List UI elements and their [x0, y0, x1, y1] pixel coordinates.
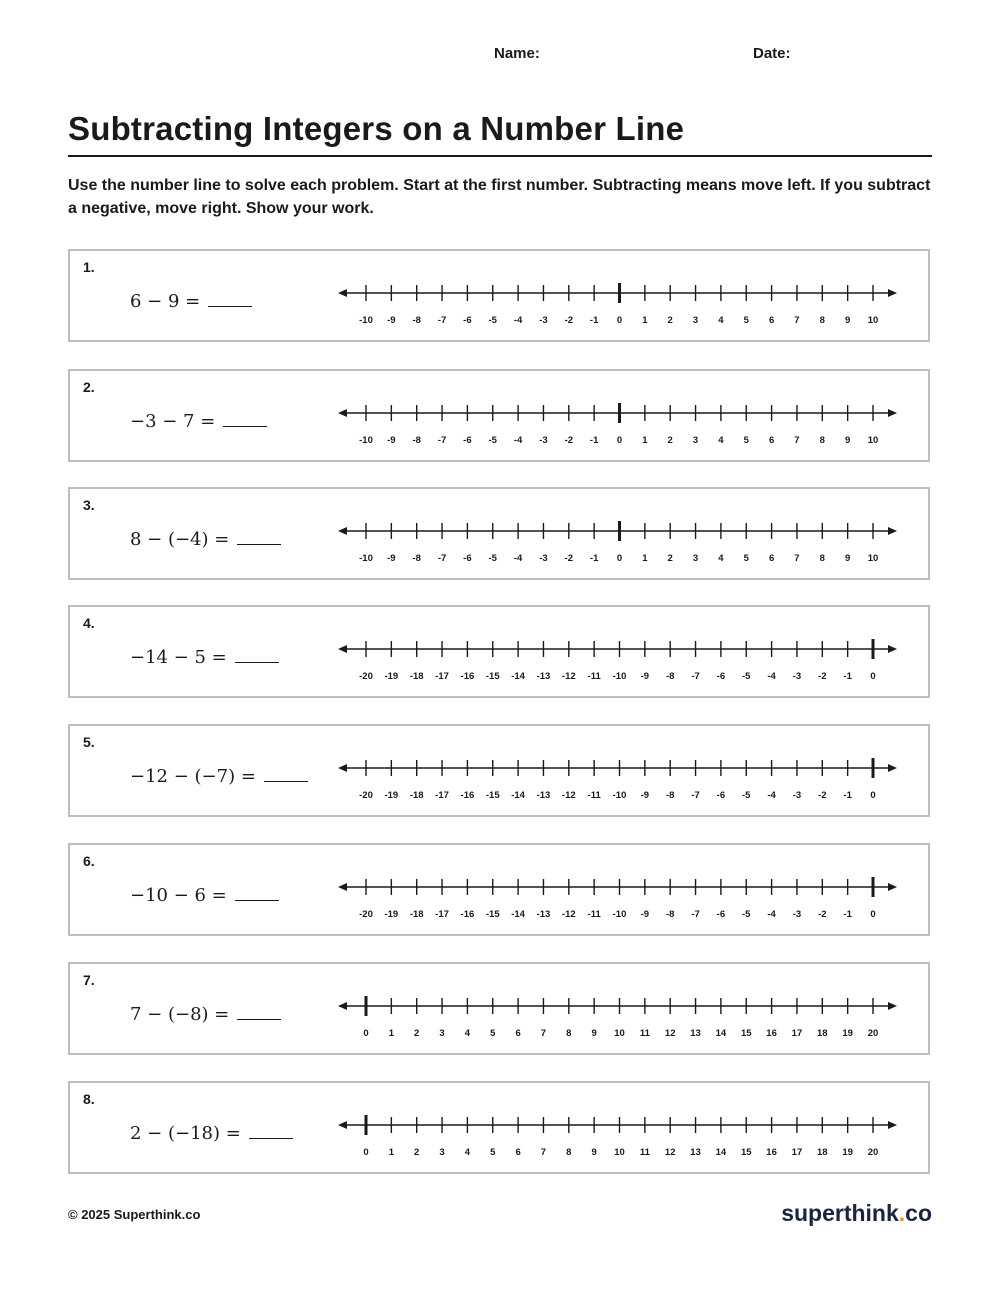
- tick-label: 8: [566, 1028, 572, 1039]
- tick-label: 19: [842, 1028, 853, 1039]
- tick-label: -7: [437, 435, 447, 446]
- tick-label: 17: [791, 1147, 803, 1158]
- left-arrow-icon: [338, 289, 347, 297]
- tick-label: -13: [536, 671, 551, 682]
- tick-label: -15: [485, 671, 500, 682]
- tick-label: 6: [768, 553, 775, 564]
- number-line: [336, 989, 902, 1047]
- problem-equation: [130, 1004, 281, 1025]
- tick-label: 4: [464, 1028, 471, 1039]
- answer-blank[interactable]: [237, 530, 281, 545]
- tick-label: 8: [819, 435, 825, 446]
- tick-label: -9: [387, 435, 396, 446]
- tick-label: 20: [867, 1147, 879, 1158]
- tick-label: 0: [870, 790, 876, 801]
- tick-label: -3: [539, 315, 548, 326]
- tick-label: -13: [536, 790, 551, 801]
- tick-label: 16: [766, 1147, 777, 1158]
- tick-label: -3: [792, 671, 802, 682]
- tick-label: -1: [589, 435, 599, 446]
- tick-label: -1: [843, 790, 852, 801]
- tick-label: -11: [587, 671, 601, 682]
- tick-label: 0: [616, 553, 623, 564]
- tick-label: 14: [715, 1028, 727, 1039]
- tick-label: 18: [817, 1147, 828, 1158]
- logo-tld: co: [905, 1200, 932, 1226]
- tick-label: -19: [384, 671, 399, 682]
- tick-label: -7: [691, 790, 700, 801]
- tick-label: -9: [640, 790, 650, 801]
- number-line: [336, 276, 902, 334]
- tick-label: 19: [842, 1147, 853, 1158]
- logo-dot: .: [898, 1200, 906, 1226]
- number-line: [336, 751, 902, 809]
- right-arrow-icon: [888, 645, 897, 653]
- tick-label: -10: [359, 553, 373, 564]
- left-arrow-icon: [338, 645, 347, 653]
- tick-label: 13: [690, 1147, 701, 1158]
- tick-label: -2: [564, 315, 574, 326]
- problem-card: [68, 724, 930, 817]
- tick-label: 2: [667, 435, 673, 446]
- tick-label: 10: [614, 1147, 625, 1158]
- tick-label: -18: [409, 671, 424, 682]
- tick-label: 0: [363, 1147, 369, 1158]
- problem-equation: [130, 647, 279, 668]
- tick-label: 3: [692, 553, 699, 564]
- problem-equation: [130, 411, 267, 432]
- problem-expression: 8 − (−4) =: [130, 529, 230, 550]
- problem-equation: [130, 529, 281, 550]
- tick-label: -3: [792, 909, 802, 920]
- tick-label: -8: [665, 671, 675, 682]
- tick-label: 2: [414, 1147, 420, 1158]
- tick-label: -4: [513, 435, 523, 446]
- problem-equation: [130, 291, 252, 312]
- tick-label: -10: [612, 790, 627, 801]
- answer-blank[interactable]: [249, 1124, 293, 1139]
- problem-expression: −12 − (−7) =: [130, 766, 256, 787]
- right-arrow-icon: [888, 883, 897, 891]
- tick-label: 8: [566, 1147, 572, 1158]
- tick-label: -17: [435, 671, 449, 682]
- problem-equation: [130, 1123, 293, 1144]
- tick-label: -19: [384, 790, 399, 801]
- problem-card: [68, 605, 930, 698]
- instructions: Use the number line to solve each problem. Start at the first number. Subtracting means move left. If you subtract a negative, move right. Show your work.: [68, 177, 931, 217]
- tick-label: 11: [639, 1147, 650, 1158]
- tick-label: 0: [616, 315, 623, 326]
- tick-label: -6: [716, 790, 726, 801]
- tick-label: 4: [464, 1147, 471, 1158]
- page-title: Subtracting Integers on a Number Line: [68, 110, 685, 147]
- tick-label: -13: [536, 909, 551, 920]
- tick-label: -20: [359, 671, 373, 682]
- tick-label: 14: [715, 1147, 727, 1158]
- tick-label: 5: [743, 553, 749, 564]
- tick-label: -8: [412, 315, 421, 326]
- problem-card: [68, 843, 930, 936]
- right-arrow-icon: [888, 289, 897, 297]
- tick-label: -1: [843, 909, 852, 920]
- tick-label: 3: [692, 435, 699, 446]
- tick-label: -4: [767, 671, 776, 682]
- left-arrow-icon: [338, 527, 347, 535]
- copyright-text: © 2025 Superthink.co: [68, 1207, 201, 1222]
- answer-blank[interactable]: [237, 1005, 281, 1020]
- tick-label: -12: [561, 909, 576, 920]
- right-arrow-icon: [888, 1121, 897, 1129]
- tick-label: 6: [515, 1028, 521, 1039]
- tick-label: 5: [743, 315, 749, 326]
- tick-label: -8: [412, 435, 421, 446]
- tick-label: -3: [539, 435, 548, 446]
- answer-blank[interactable]: [223, 412, 267, 427]
- tick-label: 9: [845, 315, 851, 326]
- answer-blank[interactable]: [208, 292, 252, 307]
- right-arrow-icon: [888, 764, 897, 772]
- tick-label: -16: [460, 790, 475, 801]
- tick-label: -4: [767, 790, 776, 801]
- tick-label: 6: [768, 315, 775, 326]
- tick-label: -2: [564, 553, 574, 564]
- tick-label: -2: [818, 909, 827, 920]
- title-divider: [68, 155, 932, 157]
- tick-label: 0: [616, 435, 623, 446]
- left-arrow-icon: [338, 883, 347, 891]
- tick-label: 18: [817, 1028, 828, 1039]
- answer-blank[interactable]: [235, 886, 279, 901]
- problem-number: 3.: [83, 497, 95, 513]
- right-arrow-icon: [888, 527, 897, 535]
- tick-label: -8: [412, 553, 421, 564]
- tick-label: -10: [612, 671, 627, 682]
- tick-label: -4: [513, 315, 523, 326]
- number-line: [336, 514, 902, 572]
- tick-label: 1: [388, 1028, 394, 1039]
- number-line: [336, 870, 902, 928]
- answer-blank[interactable]: [235, 648, 279, 663]
- tick-label: -16: [460, 909, 475, 920]
- tick-label: 11: [639, 1028, 650, 1039]
- tick-label: -3: [792, 790, 802, 801]
- problem-number: 8.: [83, 1091, 95, 1107]
- problem-card: [68, 249, 930, 342]
- tick-label: 1: [388, 1147, 394, 1158]
- tick-label: 3: [439, 1028, 445, 1039]
- answer-blank[interactable]: [264, 767, 308, 782]
- tick-label: -4: [513, 553, 523, 564]
- left-arrow-icon: [338, 764, 347, 772]
- tick-label: -7: [691, 671, 700, 682]
- tick-label: -8: [665, 790, 675, 801]
- problem-card: [68, 962, 930, 1055]
- tick-label: -1: [589, 553, 599, 564]
- tick-label: -7: [691, 909, 700, 920]
- tick-label: 7: [540, 1147, 547, 1158]
- problem-card: [68, 1081, 930, 1174]
- tick-label: 0: [870, 909, 876, 920]
- right-arrow-icon: [888, 409, 897, 417]
- tick-label: -5: [488, 435, 497, 446]
- number-line: [336, 632, 902, 690]
- tick-label: 5: [743, 435, 749, 446]
- problem-number: 5.: [83, 734, 95, 750]
- tick-label: 15: [740, 1028, 752, 1039]
- tick-label: -6: [463, 553, 472, 564]
- tick-label: 3: [439, 1147, 445, 1158]
- tick-label: -2: [818, 790, 827, 801]
- tick-label: 0: [363, 1028, 369, 1039]
- tick-label: 12: [664, 1147, 676, 1158]
- tick-label: 1: [642, 315, 648, 326]
- left-arrow-icon: [338, 1002, 347, 1010]
- problem-expression: −10 − 6 =: [130, 885, 227, 906]
- tick-label: 1: [642, 553, 648, 564]
- tick-label: 15: [740, 1147, 752, 1158]
- tick-label: 10: [867, 435, 879, 446]
- tick-label: -12: [561, 671, 576, 682]
- tick-label: -5: [742, 909, 751, 920]
- tick-label: -1: [589, 315, 599, 326]
- problem-number: 2.: [83, 379, 95, 395]
- tick-label: 10: [867, 315, 879, 326]
- tick-label: 9: [845, 435, 851, 446]
- problem-expression: 6 − 9 =: [130, 291, 201, 312]
- problem-equation: [130, 766, 308, 787]
- tick-label: -18: [409, 790, 424, 801]
- tick-label: -10: [359, 435, 373, 446]
- problem-card: [68, 487, 930, 580]
- tick-label: -15: [485, 909, 500, 920]
- tick-label: -14: [511, 909, 525, 920]
- tick-label: -16: [460, 671, 475, 682]
- tick-label: -8: [665, 909, 675, 920]
- tick-label: -6: [463, 315, 472, 326]
- tick-label: -7: [437, 553, 447, 564]
- tick-label: -14: [511, 671, 525, 682]
- tick-label: 0: [870, 671, 876, 682]
- tick-label: -9: [640, 671, 650, 682]
- tick-label: 10: [867, 553, 879, 564]
- problem-expression: 7 − (−8) =: [130, 1004, 230, 1025]
- tick-label: 4: [718, 553, 724, 564]
- tick-label: 20: [867, 1028, 879, 1039]
- tick-label: -5: [488, 315, 497, 326]
- tick-label: 12: [664, 1028, 676, 1039]
- tick-label: 7: [794, 553, 800, 564]
- tick-label: 8: [819, 553, 825, 564]
- tick-label: 10: [614, 1028, 625, 1039]
- tick-label: -7: [437, 315, 447, 326]
- tick-label: 1: [642, 435, 648, 446]
- right-arrow-icon: [888, 1002, 897, 1010]
- number-line: [336, 396, 902, 454]
- tick-label: 2: [414, 1028, 420, 1039]
- tick-label: -2: [818, 671, 827, 682]
- tick-label: 4: [718, 435, 724, 446]
- tick-label: -19: [384, 909, 399, 920]
- tick-label: -4: [767, 909, 776, 920]
- tick-label: -10: [359, 315, 373, 326]
- tick-label: -17: [435, 790, 449, 801]
- tick-label: -6: [463, 435, 472, 446]
- tick-label: 2: [667, 315, 673, 326]
- left-arrow-icon: [338, 409, 347, 417]
- date-label: Date:: [753, 45, 791, 62]
- tick-label: -20: [359, 909, 373, 920]
- tick-label: -12: [561, 790, 576, 801]
- tick-label: 5: [490, 1028, 496, 1039]
- tick-label: -17: [435, 909, 449, 920]
- tick-label: -6: [716, 909, 726, 920]
- tick-label: 7: [540, 1028, 547, 1039]
- tick-label: 13: [690, 1028, 701, 1039]
- problem-number: 7.: [83, 972, 95, 988]
- tick-label: 8: [819, 315, 825, 326]
- tick-label: -5: [488, 553, 497, 564]
- tick-label: -9: [387, 315, 396, 326]
- tick-label: -1: [843, 671, 852, 682]
- left-arrow-icon: [338, 1121, 347, 1129]
- tick-label: -5: [742, 671, 751, 682]
- tick-label: 3: [692, 315, 699, 326]
- tick-label: -18: [409, 909, 424, 920]
- tick-label: 6: [515, 1147, 521, 1158]
- tick-label: 2: [667, 553, 673, 564]
- tick-label: 7: [794, 315, 800, 326]
- tick-label: -14: [511, 790, 525, 801]
- tick-label: -9: [640, 909, 650, 920]
- tick-label: 6: [768, 435, 775, 446]
- problem-expression: −3 − 7 =: [130, 411, 216, 432]
- tick-label: 9: [591, 1028, 597, 1039]
- tick-label: -15: [485, 790, 500, 801]
- tick-label: 9: [591, 1147, 597, 1158]
- problem-expression: −14 − 5 =: [130, 647, 227, 668]
- tick-label: -3: [539, 553, 548, 564]
- problem-equation: [130, 885, 279, 906]
- tick-label: -11: [587, 909, 601, 920]
- tick-label: 7: [794, 435, 800, 446]
- tick-label: 17: [791, 1028, 803, 1039]
- tick-label: -6: [716, 671, 726, 682]
- problem-card: [68, 369, 930, 462]
- tick-label: -9: [387, 553, 396, 564]
- tick-label: -20: [359, 790, 373, 801]
- tick-label: 9: [845, 553, 851, 564]
- tick-label: -5: [742, 790, 751, 801]
- tick-label: 4: [718, 315, 724, 326]
- problem-number: 1.: [83, 259, 95, 275]
- superthink-logo: [781, 1200, 932, 1227]
- tick-label: -2: [564, 435, 574, 446]
- problem-expression: 2 − (−18) =: [130, 1123, 241, 1144]
- tick-label: -10: [612, 909, 627, 920]
- tick-label: 16: [766, 1028, 777, 1039]
- name-label: Name:: [494, 45, 540, 62]
- problem-number: 6.: [83, 853, 95, 869]
- problem-number: 4.: [83, 615, 95, 631]
- logo-wordmark: superthink: [781, 1200, 899, 1226]
- tick-label: 5: [490, 1147, 496, 1158]
- number-line: [336, 1108, 902, 1166]
- tick-label: -11: [587, 790, 601, 801]
